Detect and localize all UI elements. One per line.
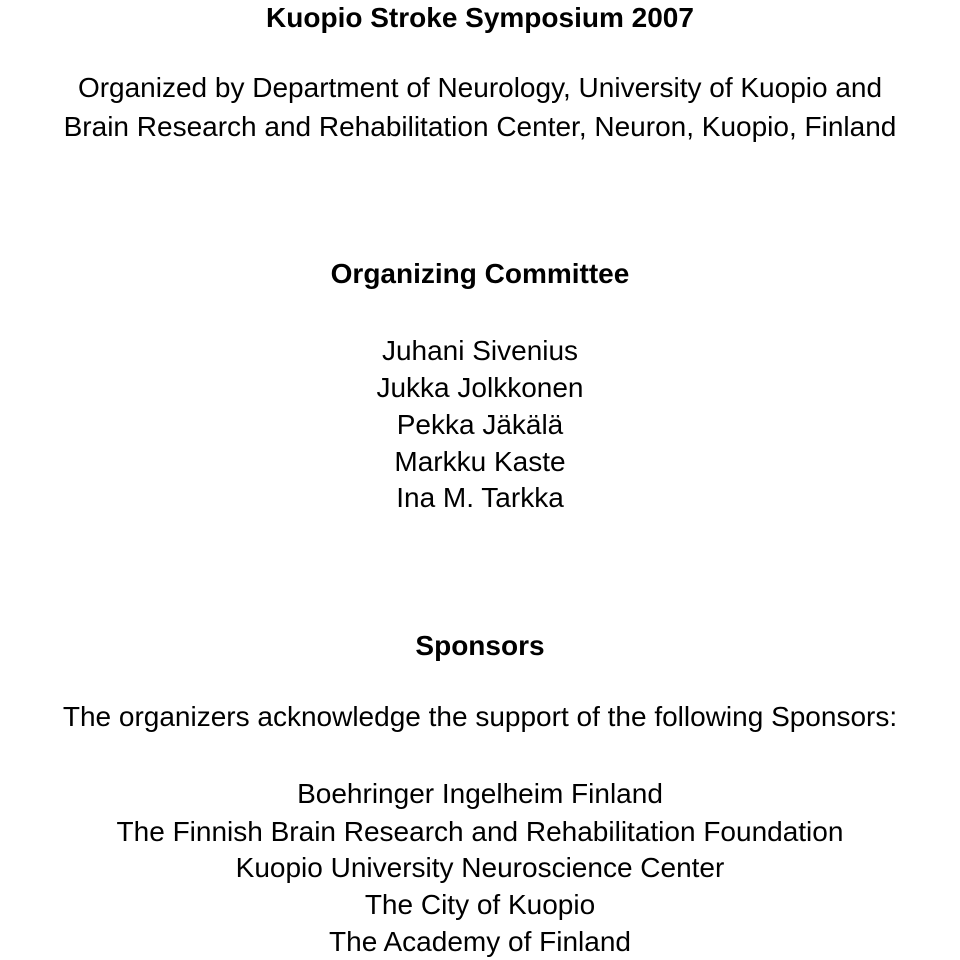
- organizer-line: Organized by Department of Neurology, University of Kuopio and: [77, 72, 883, 103]
- sponsor-item: Boehringer Ingelheim Finland: [297, 778, 663, 809]
- sponsor-item: Kuopio University Neuroscience Center: [235, 852, 725, 883]
- committee-member: Pekka Jäkälä: [396, 409, 564, 440]
- page-title: Kuopio Stroke Symposium 2007: [266, 2, 694, 33]
- committee-member: Jukka Jolkkonen: [376, 372, 584, 403]
- sponsor-item: The Academy of Finland: [329, 926, 631, 957]
- sponsors-intro: The organizers acknowledge the support of the following Sponsors:: [62, 701, 898, 732]
- committee-member: Markku Kaste: [394, 446, 566, 477]
- sponsors-heading: Sponsors: [415, 630, 545, 661]
- committee-heading: Organizing Committee: [330, 258, 630, 289]
- sponsor-item: The City of Kuopio: [364, 889, 596, 920]
- committee-member: Juhani Sivenius: [381, 335, 579, 366]
- committee-member: Ina M. Tarkka: [396, 482, 564, 513]
- sponsor-item: The Finnish Brain Research and Rehabilitation Foundation: [116, 816, 844, 847]
- organizer-line: Brain Research and Rehabilitation Center, Neuron, Kuopio, Finland: [63, 111, 897, 142]
